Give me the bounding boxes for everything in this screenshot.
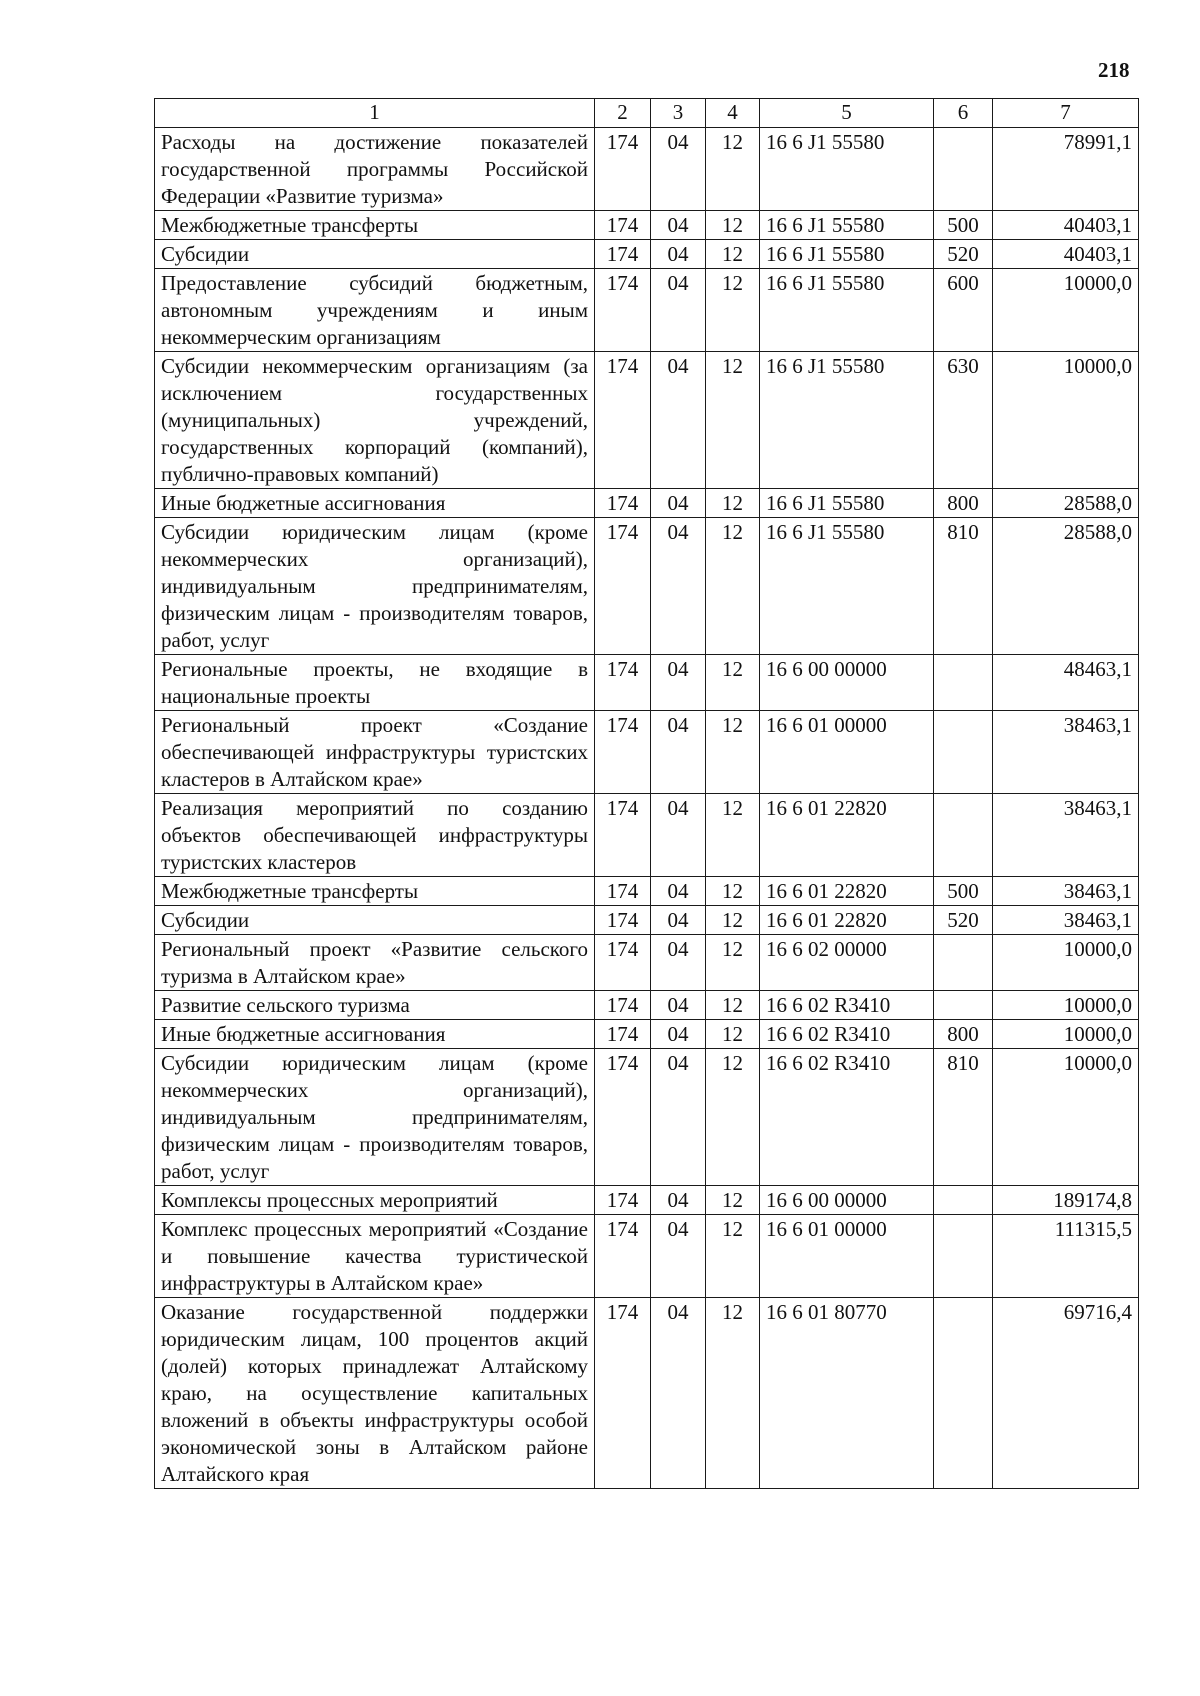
column-header-6: 6 [934, 99, 993, 128]
table-row [155, 711, 1139, 794]
col2-cell: 174 [595, 211, 651, 240]
col2-cell: 174 [595, 1020, 651, 1049]
target-code-cell: 16 6 J1 55580 [760, 211, 934, 240]
expense-type-cell [934, 1186, 993, 1215]
target-code-cell: 16 6 J1 55580 [760, 518, 934, 655]
expense-type-cell: 520 [934, 240, 993, 269]
table-row [155, 1298, 1139, 1489]
column-header-3: 3 [651, 99, 706, 128]
row-name-cell: Реализация мероприятий по созданию объектов обеспечивающей инфраструктуры туристских кластеров [155, 794, 595, 877]
target-code-cell: 16 6 02 R3410 [760, 991, 934, 1020]
table-row [155, 935, 1139, 991]
col2-cell: 174 [595, 1215, 651, 1298]
col4-cell: 12 [706, 211, 760, 240]
table-header [155, 99, 1139, 128]
target-code-cell: 16 6 02 R3410 [760, 1020, 934, 1049]
row-name-cell: Региональные проекты, не входящие в национальные проекты [155, 655, 595, 711]
amount-cell: 78991,1 [993, 128, 1139, 211]
header-row [155, 99, 1139, 128]
row-name-cell: Комплекс процессных мероприятий «Создание и повышение качества туристической инфраструктуры в Алтайском крае» [155, 1215, 595, 1298]
amount-cell: 40403,1 [993, 211, 1139, 240]
col3-cell: 04 [651, 991, 706, 1020]
page-number: 218 [1098, 58, 1130, 82]
expense-type-cell: 810 [934, 1049, 993, 1186]
expense-type-cell [934, 128, 993, 211]
column-header-5: 5 [760, 99, 934, 128]
amount-cell: 28588,0 [993, 518, 1139, 655]
target-code-cell: 16 6 00 00000 [760, 655, 934, 711]
target-code-cell: 16 6 01 22820 [760, 906, 934, 935]
col3-cell: 04 [651, 935, 706, 991]
row-name-cell: Региональный проект «Развитие сельского туризма в Алтайском крае» [155, 935, 595, 991]
col3-cell: 04 [651, 1215, 706, 1298]
amount-cell: 28588,0 [993, 489, 1139, 518]
col2-cell: 174 [595, 794, 651, 877]
row-name-cell: Межбюджетные трансферты [155, 877, 595, 906]
col2-cell: 174 [595, 489, 651, 518]
target-code-cell: 16 6 J1 55580 [760, 240, 934, 269]
col3-cell: 04 [651, 518, 706, 655]
col3-cell: 04 [651, 128, 706, 211]
amount-cell: 10000,0 [993, 1020, 1139, 1049]
amount-cell: 38463,1 [993, 794, 1139, 877]
col2-cell: 174 [595, 240, 651, 269]
target-code-cell: 16 6 01 22820 [760, 794, 934, 877]
col4-cell: 12 [706, 269, 760, 352]
amount-cell: 10000,0 [993, 1049, 1139, 1186]
column-header-2: 2 [595, 99, 651, 128]
target-code-cell: 16 6 02 R3410 [760, 1049, 934, 1186]
expense-type-cell: 500 [934, 877, 993, 906]
amount-cell: 48463,1 [993, 655, 1139, 711]
table-row [155, 269, 1139, 352]
expense-type-cell [934, 794, 993, 877]
table-body [155, 128, 1139, 1489]
row-name-cell: Иные бюджетные ассигнования [155, 489, 595, 518]
col2-cell: 174 [595, 1186, 651, 1215]
column-header-4: 4 [706, 99, 760, 128]
expense-type-cell: 800 [934, 1020, 993, 1049]
row-name-cell: Иные бюджетные ассигнования [155, 1020, 595, 1049]
col4-cell: 12 [706, 935, 760, 991]
col4-cell: 12 [706, 1215, 760, 1298]
table-row [155, 794, 1139, 877]
table-row [155, 906, 1139, 935]
col4-cell: 12 [706, 1049, 760, 1186]
col2-cell: 174 [595, 128, 651, 211]
table-row [155, 128, 1139, 211]
target-code-cell: 16 6 J1 55580 [760, 128, 934, 211]
expense-type-cell [934, 991, 993, 1020]
budget-table [154, 98, 1139, 1489]
table-row [155, 240, 1139, 269]
col3-cell: 04 [651, 906, 706, 935]
table-row [155, 1215, 1139, 1298]
col4-cell: 12 [706, 1298, 760, 1489]
col3-cell: 04 [651, 1020, 706, 1049]
expense-type-cell [934, 1215, 993, 1298]
table-row [155, 991, 1139, 1020]
col2-cell: 174 [595, 269, 651, 352]
col3-cell: 04 [651, 352, 706, 489]
col2-cell: 174 [595, 711, 651, 794]
col3-cell: 04 [651, 1298, 706, 1489]
amount-cell: 40403,1 [993, 240, 1139, 269]
row-name-cell: Субсидии юридическим лицам (кроме некоммерческих организаций), индивидуальным предпринимателям, физическим лицам - производителям товаров, работ, услуг [155, 518, 595, 655]
col4-cell: 12 [706, 906, 760, 935]
row-name-cell: Оказание государственной поддержки юридическим лицам, 100 процентов акций (долей) которых принадлежат Алтайскому краю, на осуществление капитальных вложений в объекты инфраструктуры особой экономической зоны в Алтайском районе Алтайского края [155, 1298, 595, 1489]
expense-type-cell: 500 [934, 211, 993, 240]
row-name-cell: Предоставление субсидий бюджетным, автономным учреждениям и иным некоммерческим организациям [155, 269, 595, 352]
expense-type-cell: 800 [934, 489, 993, 518]
col4-cell: 12 [706, 352, 760, 489]
col4-cell: 12 [706, 794, 760, 877]
column-header-7: 7 [993, 99, 1139, 128]
col2-cell: 174 [595, 935, 651, 991]
amount-cell: 10000,0 [993, 991, 1139, 1020]
col4-cell: 12 [706, 1020, 760, 1049]
row-name-cell: Субсидии [155, 906, 595, 935]
target-code-cell: 16 6 01 00000 [760, 711, 934, 794]
amount-cell: 189174,8 [993, 1186, 1139, 1215]
target-code-cell: 16 6 01 00000 [760, 1215, 934, 1298]
table-row [155, 518, 1139, 655]
col2-cell: 174 [595, 518, 651, 655]
table-row [155, 1186, 1139, 1215]
col2-cell: 174 [595, 877, 651, 906]
expense-type-cell [934, 711, 993, 794]
col3-cell: 04 [651, 711, 706, 794]
col3-cell: 04 [651, 655, 706, 711]
col2-cell: 174 [595, 655, 651, 711]
table-row [155, 877, 1139, 906]
column-header-1: 1 [155, 99, 595, 128]
col2-cell: 174 [595, 1298, 651, 1489]
col3-cell: 04 [651, 877, 706, 906]
amount-cell: 69716,4 [993, 1298, 1139, 1489]
col3-cell: 04 [651, 1186, 706, 1215]
amount-cell: 10000,0 [993, 352, 1139, 489]
expense-type-cell: 520 [934, 906, 993, 935]
col4-cell: 12 [706, 128, 760, 211]
amount-cell: 38463,1 [993, 906, 1139, 935]
expense-type-cell: 810 [934, 518, 993, 655]
expense-type-cell: 600 [934, 269, 993, 352]
row-name-cell: Комплексы процессных мероприятий [155, 1186, 595, 1215]
expense-type-cell [934, 655, 993, 711]
target-code-cell: 16 6 01 80770 [760, 1298, 934, 1489]
col4-cell: 12 [706, 655, 760, 711]
expense-type-cell [934, 1298, 993, 1489]
expense-type-cell [934, 935, 993, 991]
col3-cell: 04 [651, 211, 706, 240]
col4-cell: 12 [706, 877, 760, 906]
amount-cell: 38463,1 [993, 877, 1139, 906]
col3-cell: 04 [651, 1049, 706, 1186]
table-row [155, 1049, 1139, 1186]
col3-cell: 04 [651, 269, 706, 352]
target-code-cell: 16 6 J1 55580 [760, 489, 934, 518]
amount-cell: 10000,0 [993, 269, 1139, 352]
target-code-cell: 16 6 02 00000 [760, 935, 934, 991]
table-row [155, 211, 1139, 240]
col2-cell: 174 [595, 1049, 651, 1186]
expense-type-cell: 630 [934, 352, 993, 489]
col3-cell: 04 [651, 240, 706, 269]
row-name-cell: Межбюджетные трансферты [155, 211, 595, 240]
table-row [155, 352, 1139, 489]
row-name-cell: Региональный проект «Создание обеспечивающей инфраструктуры туристских кластеров в Алтайском крае» [155, 711, 595, 794]
target-code-cell: 16 6 J1 55580 [760, 269, 934, 352]
amount-cell: 10000,0 [993, 935, 1139, 991]
col2-cell: 174 [595, 352, 651, 489]
col4-cell: 12 [706, 518, 760, 655]
table-row [155, 1020, 1139, 1049]
col2-cell: 174 [595, 991, 651, 1020]
col4-cell: 12 [706, 240, 760, 269]
amount-cell: 38463,1 [993, 711, 1139, 794]
row-name-cell: Субсидии [155, 240, 595, 269]
table-row [155, 489, 1139, 518]
col4-cell: 12 [706, 711, 760, 794]
col4-cell: 12 [706, 991, 760, 1020]
col3-cell: 04 [651, 794, 706, 877]
row-name-cell: Субсидии некоммерческим организациям (за исключением государственных (муниципальных) учреждений, государственных корпораций (компаний), публично-правовых компаний) [155, 352, 595, 489]
amount-cell: 111315,5 [993, 1215, 1139, 1298]
col4-cell: 12 [706, 489, 760, 518]
col3-cell: 04 [651, 489, 706, 518]
col4-cell: 12 [706, 1186, 760, 1215]
row-name-cell: Развитие сельского туризма [155, 991, 595, 1020]
target-code-cell: 16 6 J1 55580 [760, 352, 934, 489]
target-code-cell: 16 6 01 22820 [760, 877, 934, 906]
row-name-cell: Расходы на достижение показателей государственной программы Российской Федерации «Развитие туризма» [155, 128, 595, 211]
col2-cell: 174 [595, 906, 651, 935]
table-row [155, 655, 1139, 711]
target-code-cell: 16 6 00 00000 [760, 1186, 934, 1215]
row-name-cell: Субсидии юридическим лицам (кроме некоммерческих организаций), индивидуальным предпринимателям, физическим лицам - производителям товаров, работ, услуг [155, 1049, 595, 1186]
